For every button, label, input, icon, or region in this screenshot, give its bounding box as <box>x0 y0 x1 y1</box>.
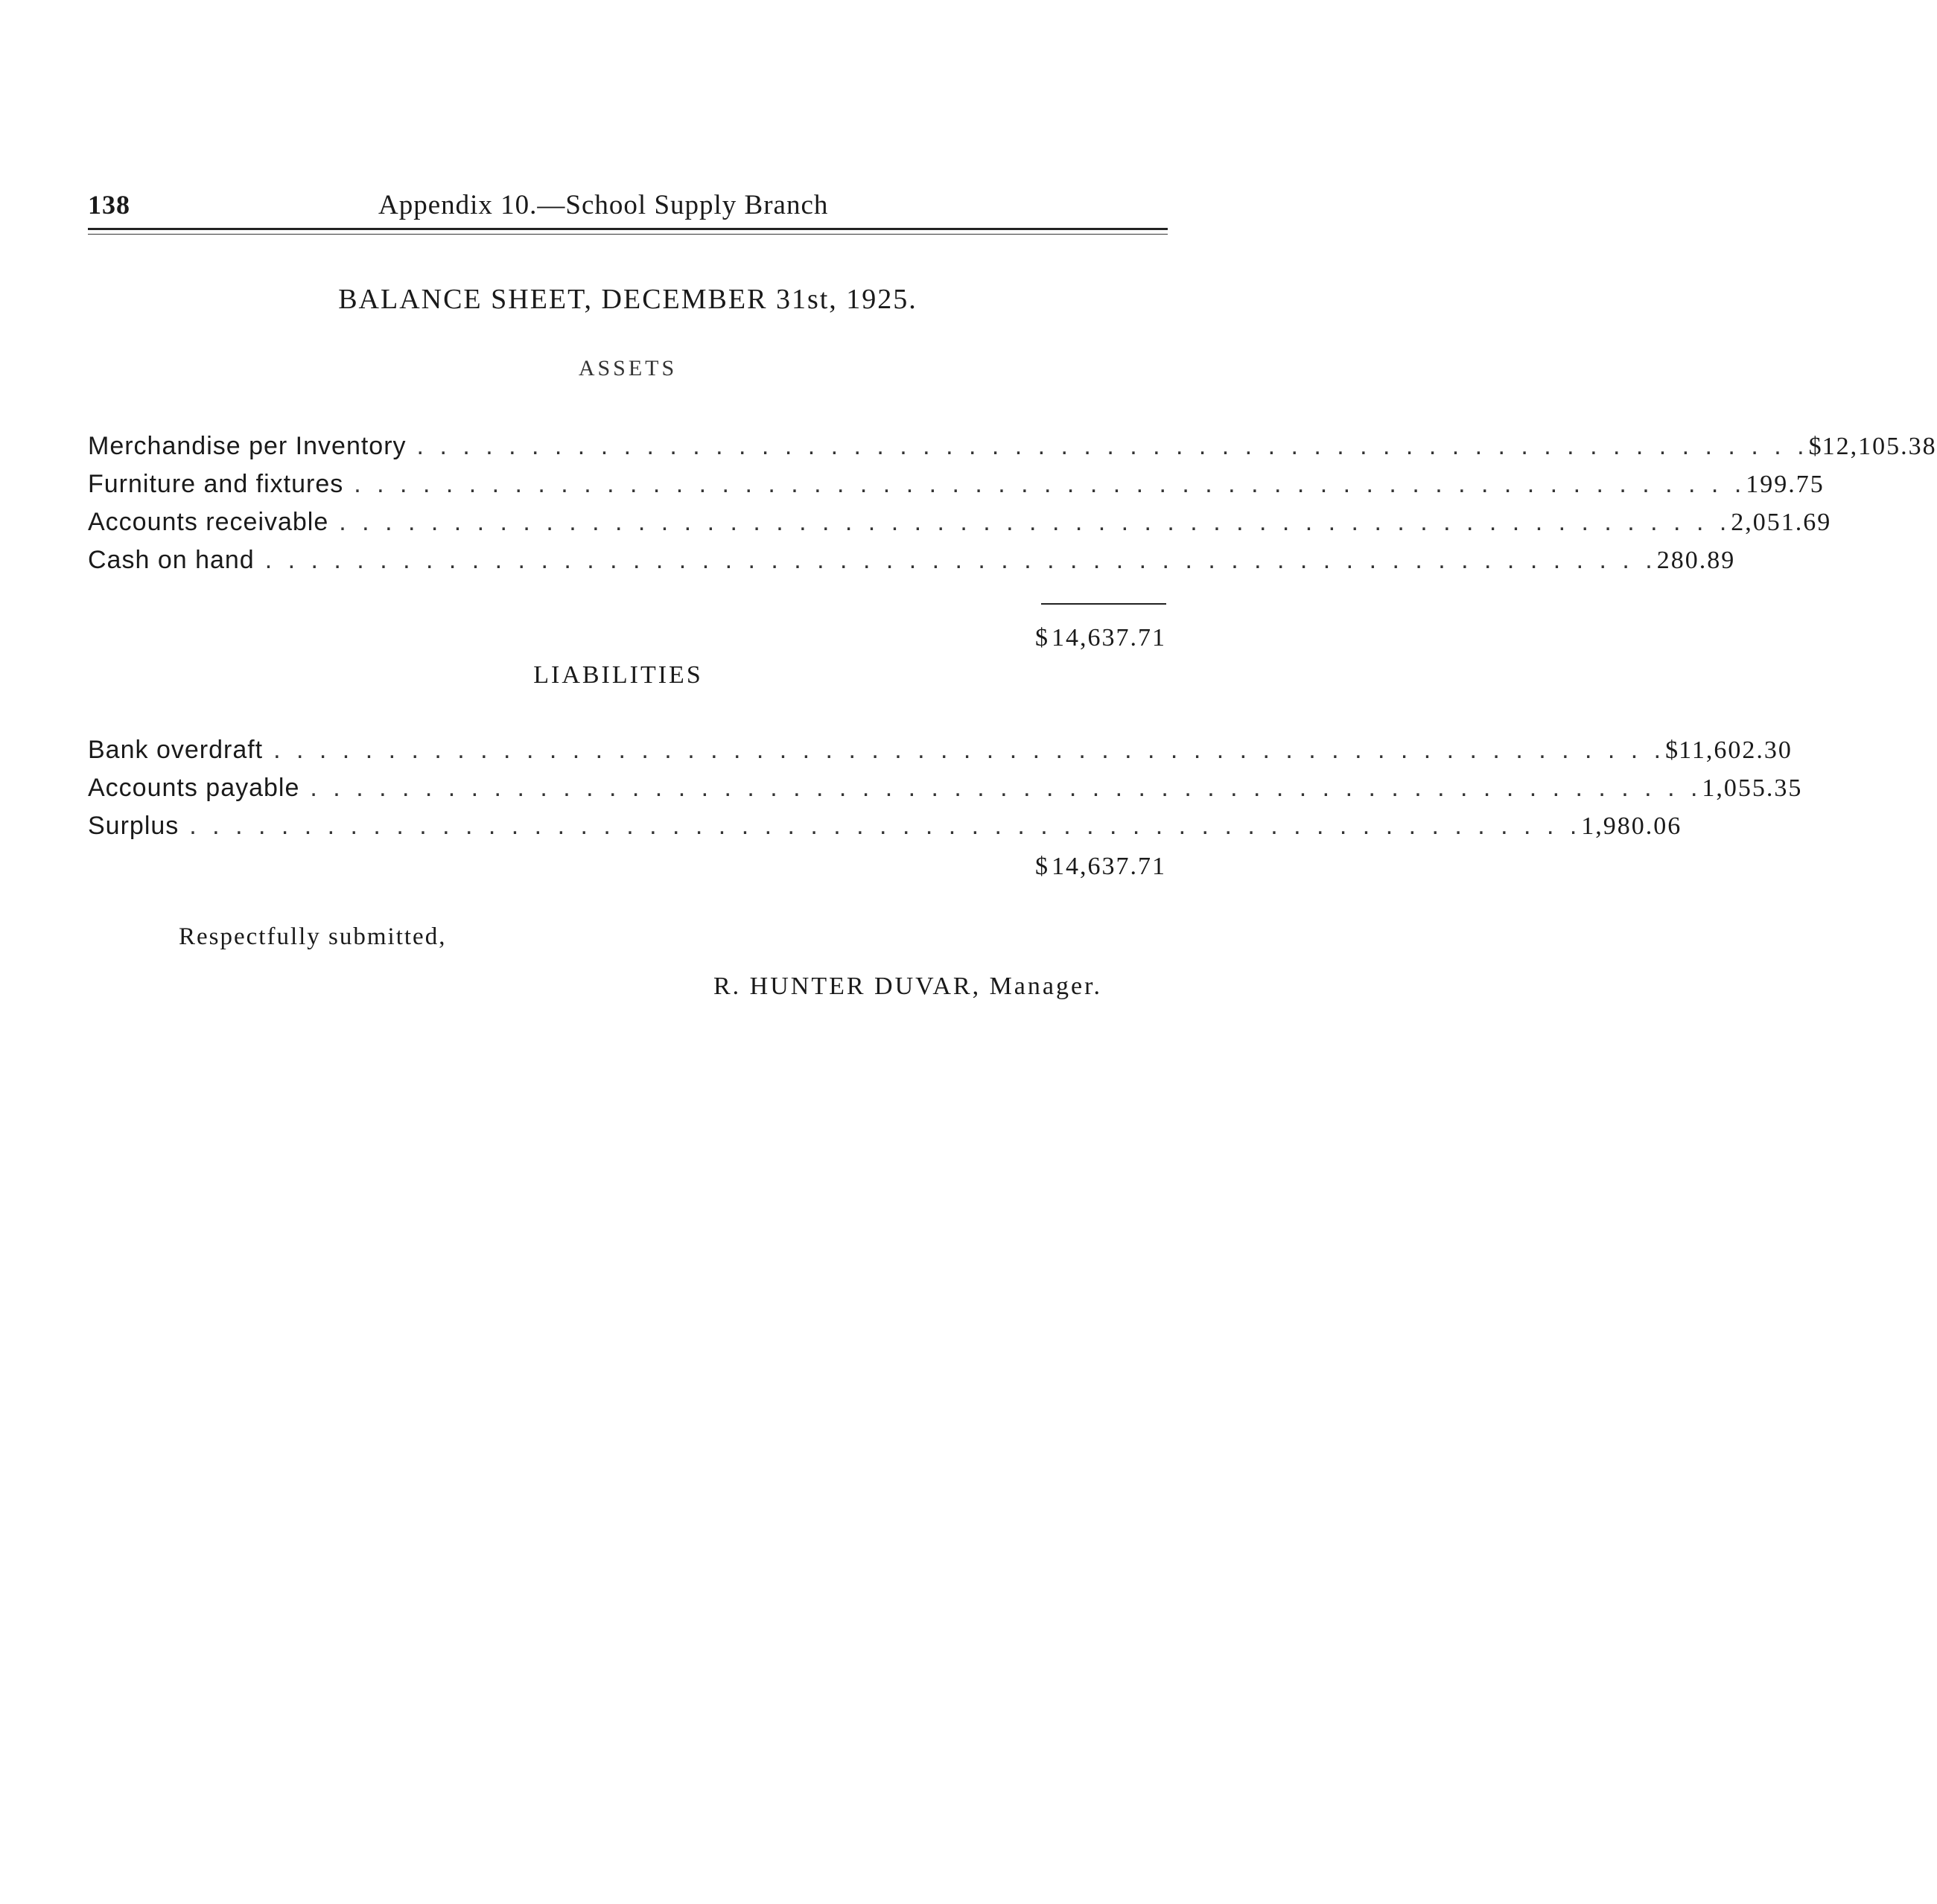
row-amount: 11,602.30 <box>1679 736 1793 764</box>
row-amount: 280.89 <box>1656 547 1736 574</box>
page-number: 138 <box>88 190 130 220</box>
assets-heading: ASSETS <box>578 356 678 381</box>
row-amount: 2,051.69 <box>1731 509 1832 536</box>
ledger-row <box>88 812 1682 850</box>
row-label: Accounts receivable <box>88 508 329 536</box>
row-label: Surplus <box>88 812 179 840</box>
dollar-sign: $ <box>1035 853 1049 880</box>
dot-leader: . . . . . . . . . . . . . . . . . . . . . . . . . . . . . . . . . . . . . . . . . . . . . . . . . . . . . . . . . . . . . <box>339 508 1731 536</box>
dollar-sign: $ <box>1665 736 1679 764</box>
dot-leader: . . . . . . . . . . . . . . . . . . . . . . . . . . . . . . . . . . . . . . . . . . . . . . . . . . . . . . . . . . . . . <box>273 736 1666 764</box>
ledger-row <box>88 470 1825 508</box>
balance-sheet-title: BALANCE SHEET, DECEMBER 31st, 1925. <box>338 284 917 315</box>
ledger-row <box>88 508 1832 546</box>
liabilities-heading: LIABILITIES <box>533 661 703 689</box>
row-label: Accounts payable <box>88 774 300 802</box>
assets-table <box>88 432 1937 584</box>
row-label: Cash on hand <box>88 546 255 574</box>
liabilities-table <box>88 736 1803 850</box>
running-title: Appendix 10.—School Supply Branch <box>378 190 829 220</box>
dot-leader: . . . . . . . . . . . . . . . . . . . . . . . . . . . . . . . . . . . . . . . . . . . . . . . . . . . . . . . . . . . . . <box>264 546 1657 574</box>
closing-line: Respectfully submitted, <box>179 923 447 950</box>
row-label: Bank overdraft <box>88 736 264 764</box>
row-amount: 199.75 <box>1746 471 1825 498</box>
assets-total-rule <box>1041 603 1166 605</box>
ledger-row <box>88 546 1736 584</box>
dot-leader: . . . . . . . . . . . . . . . . . . . . . . . . . . . . . . . . . . . . . . . . . . . . . . . . . . . . . . . . . . . . . <box>310 774 1702 802</box>
liabilities-total <box>1035 853 1166 881</box>
row-label: Merchandise per Inventory <box>88 432 407 460</box>
signature: R. HUNTER DUVAR, Manager. <box>713 972 1103 1000</box>
total-amount: 14,637.71 <box>1052 853 1166 880</box>
row-label: Furniture and fixtures <box>88 470 344 498</box>
row-amount: 1,055.35 <box>1702 774 1803 802</box>
total-amount: 14,637.71 <box>1052 624 1166 652</box>
dot-leader: . . . . . . . . . . . . . . . . . . . . . . . . . . . . . . . . . . . . . . . . . . . . . . . . . . . . . . . . . . . . . <box>354 470 1746 498</box>
ledger-row <box>88 774 1803 812</box>
running-head <box>88 185 1168 229</box>
ledger-row <box>88 432 1937 470</box>
ledger-row <box>88 736 1793 774</box>
dot-leader: . . . . . . . . . . . . . . . . . . . . . . . . . . . . . . . . . . . . . . . . . . . . . . . . . . . . . . . . . . . . . <box>189 812 1582 840</box>
row-amount: 12,105.38 <box>1822 433 1937 460</box>
dollar-sign: $ <box>1808 433 1822 460</box>
dollar-sign: $ <box>1035 624 1049 652</box>
header-rule-thin <box>88 234 1168 235</box>
assets-total <box>1035 624 1166 652</box>
row-amount: 1,980.06 <box>1581 812 1682 840</box>
header-rule-thick <box>88 228 1168 230</box>
dot-leader: . . . . . . . . . . . . . . . . . . . . . . . . . . . . . . . . . . . . . . . . . . . . . . . . . . . . . . . . . . . . . <box>416 432 1809 460</box>
